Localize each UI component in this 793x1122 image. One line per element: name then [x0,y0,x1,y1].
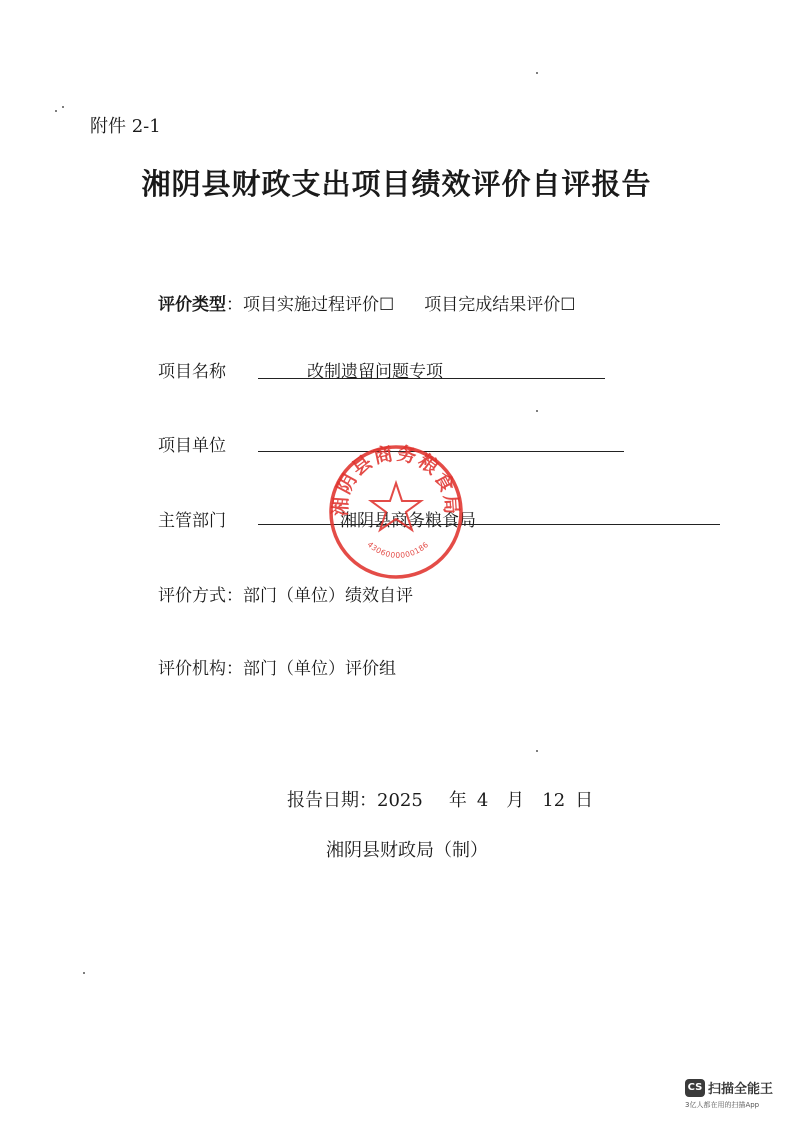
checkbox-process[interactable]: ☐ [379,295,395,315]
scanner-watermark [685,1077,774,1109]
eval-type-option-result: 项目完成结果评价 [424,295,561,315]
supervisor-label: 主管部门 [158,511,226,531]
eval-type-option-process: 项目实施过程评价 [243,295,379,315]
report-date-year: 2025 [377,790,423,811]
official-seal-icon [327,443,465,581]
attachment-label: 附件 2-1 [90,116,161,137]
svg-text:湘阴县商务粮食局 [328,443,462,517]
supervisor-value: 湘阴县商务粮食局 [340,511,476,531]
seal-arc-text: 湘阴县商务粮食局 [329,443,463,517]
eval-type-label: 评价类型 [158,295,226,315]
eval-method-value: 部门（单位）绩效自评 [243,586,413,606]
report-date-month: 4 [476,790,489,811]
eval-org-value: 部门（单位）评价组 [243,659,396,679]
eval-type-row [158,290,576,315]
project-name-value: 改制遗留问题专项 [307,362,443,382]
project-name-underline [258,378,605,379]
document-title: 湘阴县财政支出项目绩效评价自评报告 [141,167,652,201]
eval-type-sep: ： [226,295,243,315]
scan-speck [62,106,64,108]
scan-speck [536,750,538,752]
issuer: 湘阴县财政局（制） [326,840,488,861]
checkbox-result[interactable]: ☐ [560,295,576,315]
report-date-row [287,786,593,812]
scan-speck [536,410,538,412]
cs-logo-icon: CS [685,1079,705,1097]
scan-speck [83,972,85,974]
scanner-tagline: 3亿人都在用的扫描App [685,1101,760,1109]
eval-method-label: 评价方式： [158,586,243,606]
project-unit-label: 项目单位 [158,436,226,456]
report-date-label: 报告日期： [287,790,377,811]
scan-speck [55,110,57,112]
project-name-label: 项目名称 [158,362,226,382]
scan-speck [536,72,538,74]
svg-text:4306000000186 [366,540,431,560]
report-date-year-unit: 年 [448,790,467,811]
eval-method-row [158,581,413,606]
eval-org-row [158,654,396,679]
eval-org-label: 评价机构： [158,659,243,679]
report-date-day-unit: 日 [575,790,594,811]
scanner-app-name: 扫描全能王 [708,1082,774,1097]
report-date-month-unit: 月 [506,790,525,811]
seal-number: 4306000000186 [365,539,431,560]
report-date-day: 12 [542,790,566,811]
